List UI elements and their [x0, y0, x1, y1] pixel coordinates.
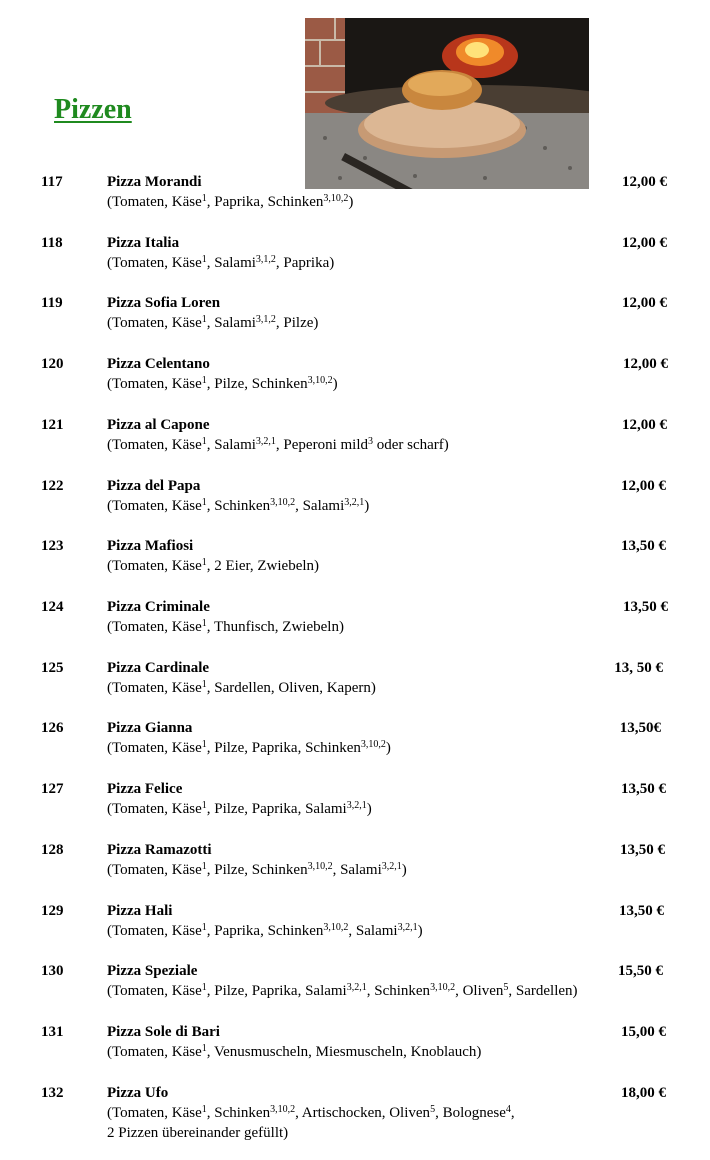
menu-item — [0, 597, 710, 649]
ingredient-text: (Tomaten, Käse — [107, 376, 202, 392]
ingredient-text: , — [510, 1105, 515, 1121]
menu-item-number: 128 — [41, 842, 64, 858]
allergen-footnote: 3,10,2 — [323, 193, 349, 204]
menu-item-price: 13, 50 € — [614, 660, 663, 676]
ingredient-text: (Tomaten, Käse — [107, 558, 202, 574]
menu-item-name: Pizza Morandi — [107, 174, 202, 190]
menu-item-number: 125 — [41, 660, 64, 676]
ingredient-text: (Tomaten, Käse — [107, 194, 202, 210]
menu-item-name: Pizza Mafiosi — [107, 538, 194, 554]
ingredient-text: (Tomaten, Käse — [107, 619, 202, 635]
menu-item-price: 15,50 € — [618, 963, 663, 979]
allergen-footnote: 1 — [201, 982, 207, 993]
ingredient-text: ) — [385, 740, 391, 756]
ingredient-text: (Tomaten, Käse — [107, 315, 202, 331]
allergen-footnote: 1 — [201, 861, 207, 872]
menu-item-ingredients — [107, 435, 672, 455]
ingredient-text: , Schinken — [366, 983, 431, 999]
menu-item-ingredients — [107, 738, 672, 758]
allergen-footnote: 3,10,2 — [270, 1104, 296, 1115]
menu-item-number: 131 — [41, 1024, 64, 1040]
ingredient-text: , Paprika, Schinken — [206, 923, 324, 939]
menu-item-number: 117 — [41, 174, 63, 190]
menu-item-number: 126 — [41, 720, 64, 736]
ingredient-text: , Schinken — [206, 498, 271, 514]
menu-item-ingredients — [107, 556, 672, 576]
ingredient-text: , Peperoni mild — [275, 437, 368, 453]
ingredient-text: , Pilze) — [275, 315, 319, 331]
ingredient-text: , Salami — [348, 923, 398, 939]
ingredient-text: (Tomaten, Käse — [107, 680, 202, 696]
allergen-footnote: 3,1,2 — [255, 314, 276, 325]
menu-item-price: 12,00 € — [622, 174, 667, 190]
menu-item-ingredients — [107, 1042, 672, 1062]
ingredient-text: , Bolognese — [435, 1105, 506, 1121]
menu-item-price: 15,00 € — [621, 1024, 666, 1040]
menu-item-ingredients — [107, 617, 672, 637]
ingredient-text: , Sardellen) — [508, 983, 578, 999]
ingredient-text: ) — [348, 194, 354, 210]
menu-item-number: 123 — [41, 538, 64, 554]
menu-item — [0, 354, 710, 406]
menu-item-number: 120 — [41, 356, 64, 372]
ingredient-text: , Schinken — [206, 1105, 271, 1121]
ingredient-text: oder scharf) — [373, 437, 449, 453]
menu-item — [0, 901, 710, 953]
ingredient-text: , Salami — [206, 437, 256, 453]
ingredient-text: , Sardellen, Oliven, Kapern) — [206, 680, 376, 696]
allergen-footnote: 3,10,2 — [307, 375, 333, 386]
allergen-footnote: 1 — [201, 1043, 207, 1054]
allergen-footnote: 4 — [505, 1104, 511, 1115]
ingredient-text: , Venusmuscheln, Miesmuscheln, Knoblauch) — [206, 1044, 482, 1060]
allergen-footnote: 1 — [201, 254, 207, 265]
menu-item — [0, 536, 710, 588]
menu-item-name: Pizza Felice — [107, 781, 183, 797]
ingredient-text: (Tomaten, Käse — [107, 862, 202, 878]
menu-item-price: 12,00 € — [622, 295, 667, 311]
ingredient-text: (Tomaten, Käse — [107, 923, 202, 939]
menu-item — [0, 658, 710, 710]
ingredient-text: (Tomaten, Käse — [107, 255, 202, 271]
menu-item-name: Pizza Gianna — [107, 720, 193, 736]
menu-item-price: 12,00 € — [622, 235, 667, 251]
menu-item-number: 124 — [41, 599, 64, 615]
menu-item-price: 13,50 € — [619, 903, 664, 919]
menu-item-price: 13,50 € — [620, 842, 665, 858]
menu-item-ingredients — [107, 496, 672, 516]
menu-item — [0, 1083, 710, 1141]
menu-item-name: Pizza Sole di Bari — [107, 1024, 220, 1040]
menu-item-ingredients — [107, 374, 672, 394]
allergen-footnote: 3,2,1 — [397, 922, 418, 933]
menu-item — [0, 1022, 710, 1074]
menu-item — [0, 293, 710, 345]
ingredient-text: ) — [332, 376, 338, 392]
ingredient-text: , Pilze, Paprika, Schinken — [206, 740, 361, 756]
ingredient-text: ) — [364, 498, 370, 514]
allergen-footnote: 1 — [201, 375, 207, 386]
ingredient-text: (Tomaten, Käse — [107, 498, 202, 514]
allergen-footnote: 3,10,2 — [270, 497, 296, 508]
menu-item-number: 122 — [41, 478, 64, 494]
ingredient-text: , Thunfisch, Zwiebeln) — [206, 619, 344, 635]
menu-item — [0, 718, 710, 770]
allergen-footnote: 3,2,1 — [344, 497, 365, 508]
menu-item-name: Pizza Hali — [107, 903, 173, 919]
menu-item-ingredients — [107, 799, 672, 819]
allergen-footnote: 1 — [201, 497, 207, 508]
menu-item-ingredients — [107, 860, 672, 880]
menu-item-name: Pizza Sofia Loren — [107, 295, 221, 311]
allergen-footnote: 5 — [503, 982, 509, 993]
menu-item-price: 13,50€ — [619, 720, 661, 736]
allergen-footnote: 3,10,2 — [323, 922, 349, 933]
menu-item-ingredients — [107, 678, 672, 698]
menu-item-price: 12,00 € — [623, 356, 668, 372]
allergen-footnote: 1 — [201, 922, 207, 933]
menu-item-name: Pizza Speziale — [107, 963, 198, 979]
menu-item-number: 121 — [41, 417, 64, 433]
ingredient-text: ) — [417, 923, 423, 939]
ingredient-text: , Pilze, Schinken — [206, 376, 308, 392]
allergen-footnote: 3,10,2 — [307, 861, 333, 872]
ingredient-text: , Salami — [332, 862, 382, 878]
allergen-footnote: 3,2,1 — [381, 861, 402, 872]
menu-item-name: Pizza Cardinale — [107, 660, 210, 676]
menu-item-price: 13,50 € — [623, 599, 668, 615]
ingredient-text: 2 Pizzen übereinander gefüllt) — [107, 1125, 289, 1141]
menu-item-name: Pizza Criminale — [107, 599, 210, 615]
ingredient-text: (Tomaten, Käse — [107, 1044, 202, 1060]
allergen-footnote: 1 — [201, 800, 207, 811]
allergen-footnote: 1 — [201, 739, 207, 750]
ingredient-text: , Salami — [206, 315, 256, 331]
menu-item-price: 18,00 € — [621, 1085, 666, 1101]
menu-item — [0, 779, 710, 831]
page-title: Pizzen — [54, 94, 132, 125]
allergen-footnote: 1 — [201, 1104, 207, 1115]
menu-item-name: Pizza Italia — [107, 235, 180, 251]
ingredient-text: (Tomaten, Käse — [107, 801, 202, 817]
ingredient-text: , Salami — [206, 255, 256, 271]
allergen-footnote: 1 — [201, 436, 207, 447]
allergen-footnote: 3,1,2 — [255, 254, 276, 265]
allergen-footnote: 3,10,2 — [360, 739, 386, 750]
menu-item-number: 130 — [41, 963, 64, 979]
ingredient-text: (Tomaten, Käse — [107, 983, 202, 999]
menu-item-ingredients — [107, 981, 672, 1001]
pizza-bread-oven-icon — [305, 18, 589, 189]
ingredient-text: , Pilze, Paprika, Salami — [206, 801, 347, 817]
menu-item-number: 119 — [41, 295, 63, 311]
menu-item-price: 12,00 € — [621, 478, 666, 494]
ingredient-text: ) — [366, 801, 372, 817]
menu-item — [0, 233, 710, 285]
menu-item-ingredients — [107, 192, 672, 212]
menu-item-name: Pizza al Capone — [107, 417, 210, 433]
ingredient-text: (Tomaten, Käse — [107, 740, 202, 756]
allergen-footnote: 1 — [201, 618, 207, 629]
ingredient-text: (Tomaten, Käse — [107, 437, 202, 453]
ingredient-text: , Pilze, Paprika, Salami — [206, 983, 347, 999]
menu-item-number: 127 — [41, 781, 64, 797]
allergen-footnote: 1 — [201, 314, 207, 325]
menu-item-ingredients — [107, 921, 672, 941]
menu-item — [0, 172, 710, 224]
ingredient-text: , 2 Eier, Zwiebeln) — [206, 558, 320, 574]
menu-item-number: 132 — [41, 1085, 64, 1101]
menu-item-price: 13,50 € — [621, 781, 666, 797]
ingredient-text: , Paprika) — [275, 255, 335, 271]
ingredient-text: , Paprika, Schinken — [206, 194, 324, 210]
menu-item-price: 12,00 € — [622, 417, 667, 433]
menu-item-name: Pizza Ramazotti — [107, 842, 212, 858]
menu-item-ingredients — [107, 313, 672, 333]
menu-item-ingredients — [107, 253, 672, 273]
ingredient-text: (Tomaten, Käse — [107, 1105, 202, 1121]
allergen-footnote: 1 — [201, 557, 207, 568]
ingredient-text: , Oliven — [455, 983, 504, 999]
allergen-footnote: 1 — [201, 679, 207, 690]
menu-item — [0, 961, 710, 1013]
menu-item — [0, 476, 710, 528]
allergen-footnote: 3,10,2 — [430, 982, 456, 993]
ingredient-text: , Salami — [295, 498, 345, 514]
menu-item-price: 13,50 € — [621, 538, 666, 554]
menu-item-number: 129 — [41, 903, 64, 919]
menu-item-number: 118 — [41, 235, 63, 251]
menu-item-ingredients — [107, 1103, 672, 1143]
menu-item-name: Pizza del Papa — [107, 478, 201, 494]
ingredient-text: ) — [401, 862, 407, 878]
allergen-footnote: 1 — [201, 193, 207, 204]
menu-item-name: Pizza Ufo — [107, 1085, 169, 1101]
menu-item — [0, 840, 710, 892]
menu-item — [0, 415, 710, 467]
ingredient-text: , Pilze, Schinken — [206, 862, 308, 878]
allergen-footnote: 3,2,1 — [346, 982, 367, 993]
menu-item-name: Pizza Celentano — [107, 356, 210, 372]
allergen-footnote: 5 — [430, 1104, 436, 1115]
allergen-footnote: 3,2,1 — [346, 800, 367, 811]
allergen-footnote: 3 — [368, 436, 373, 447]
ingredient-text: , Artischocken, Oliven — [295, 1105, 431, 1121]
allergen-footnote: 3,2,1 — [255, 436, 276, 447]
